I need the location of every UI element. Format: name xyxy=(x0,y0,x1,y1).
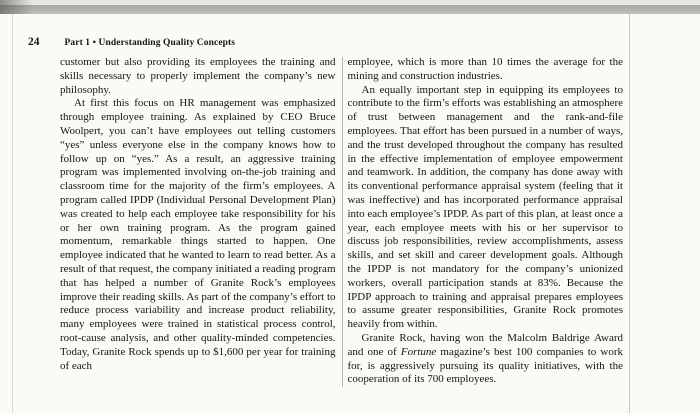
paragraph: employee, which is more than 10 times the average for the mining and construction industries. xyxy=(347,56,623,82)
scan-corner-shadow xyxy=(0,0,34,14)
paragraph: customer but also providing its employees the training and skills necessary to properly implement the company’s new philosophy. xyxy=(60,56,336,96)
italic-magazine-name: Fortune xyxy=(400,345,437,358)
scan-top-edge xyxy=(0,5,700,14)
paragraph: An equally important step in equipping its employees to contribute to the firm’s efforts was establishing an atmosphere of trust between management and the rank-and-file employees. That effort has been pursued in a number of ways, and the trust developed throughout the company has resulted in the effective implementation of employee empowerment and teamwork. In addition, the company has done away with its conventional performance appraisal system (feeling that it was ineffective) and has incorporated performance appraisal into each employee’s IPDP. As part of this plan, at least once a year, each employee meets with his or her supervisor to discuss job responsibilities, review accomplishments, assess skills, and set skill and career development goals. Although the IPDP is not mandatory for the company’s unionized workers, overall participation stands at 83%. Because the IPDP approach to training and appraisal prepares employees to assume greater responsibilities, Granite Rock promotes heavily from within. xyxy=(347,83,623,331)
text-run: magazine’s best 100 companies to work for, is aggressively pursuing its quality initiatives, with the cooperation of its 700 employees. xyxy=(347,345,623,386)
column-divider xyxy=(342,57,343,387)
page-number: 24 xyxy=(28,36,40,48)
left-column xyxy=(60,56,336,387)
scan-left-edge-line xyxy=(12,14,13,413)
paragraph xyxy=(348,332,624,387)
paragraph: At first this focus on HR management was emphasized through employee training. As explained by CEO Bruce Woolpert, you can’t have employees out telling customers “yes” unless everyone else in the company knows how to follow up on “yes.” As a result, an aggressive training program was implemented involving on-the-job training and classroom time for the majority of the firm’s employees. A program called IPDP (Individual Personal Development Plan) was created to help each employee take responsibility for his or her own training program. As the program gained momentum, remarkable things started to happen. One employee indicated that he wanted to learn to read better. As a result of that request, the company initiated a reading program that has helped a number of Granite Rock’s employees improve their reading skills. As part of the company’s effort to reduce process variability and increase product reliability, many employees were trained in statistical process control, root-cause analysis, and other quality-minded competencies. Today, Granite Rock spends up to $1,600 per year for training of each xyxy=(60,97,336,372)
section-title: Part 1 • Understanding Quality Concepts xyxy=(64,38,236,48)
text-run: Granite Rock, having won the Malcolm Baldrige Award and one of xyxy=(347,331,623,358)
two-column-body xyxy=(60,56,623,387)
running-head xyxy=(28,32,235,50)
right-column xyxy=(348,56,624,387)
scan-right-edge-line xyxy=(629,14,630,413)
